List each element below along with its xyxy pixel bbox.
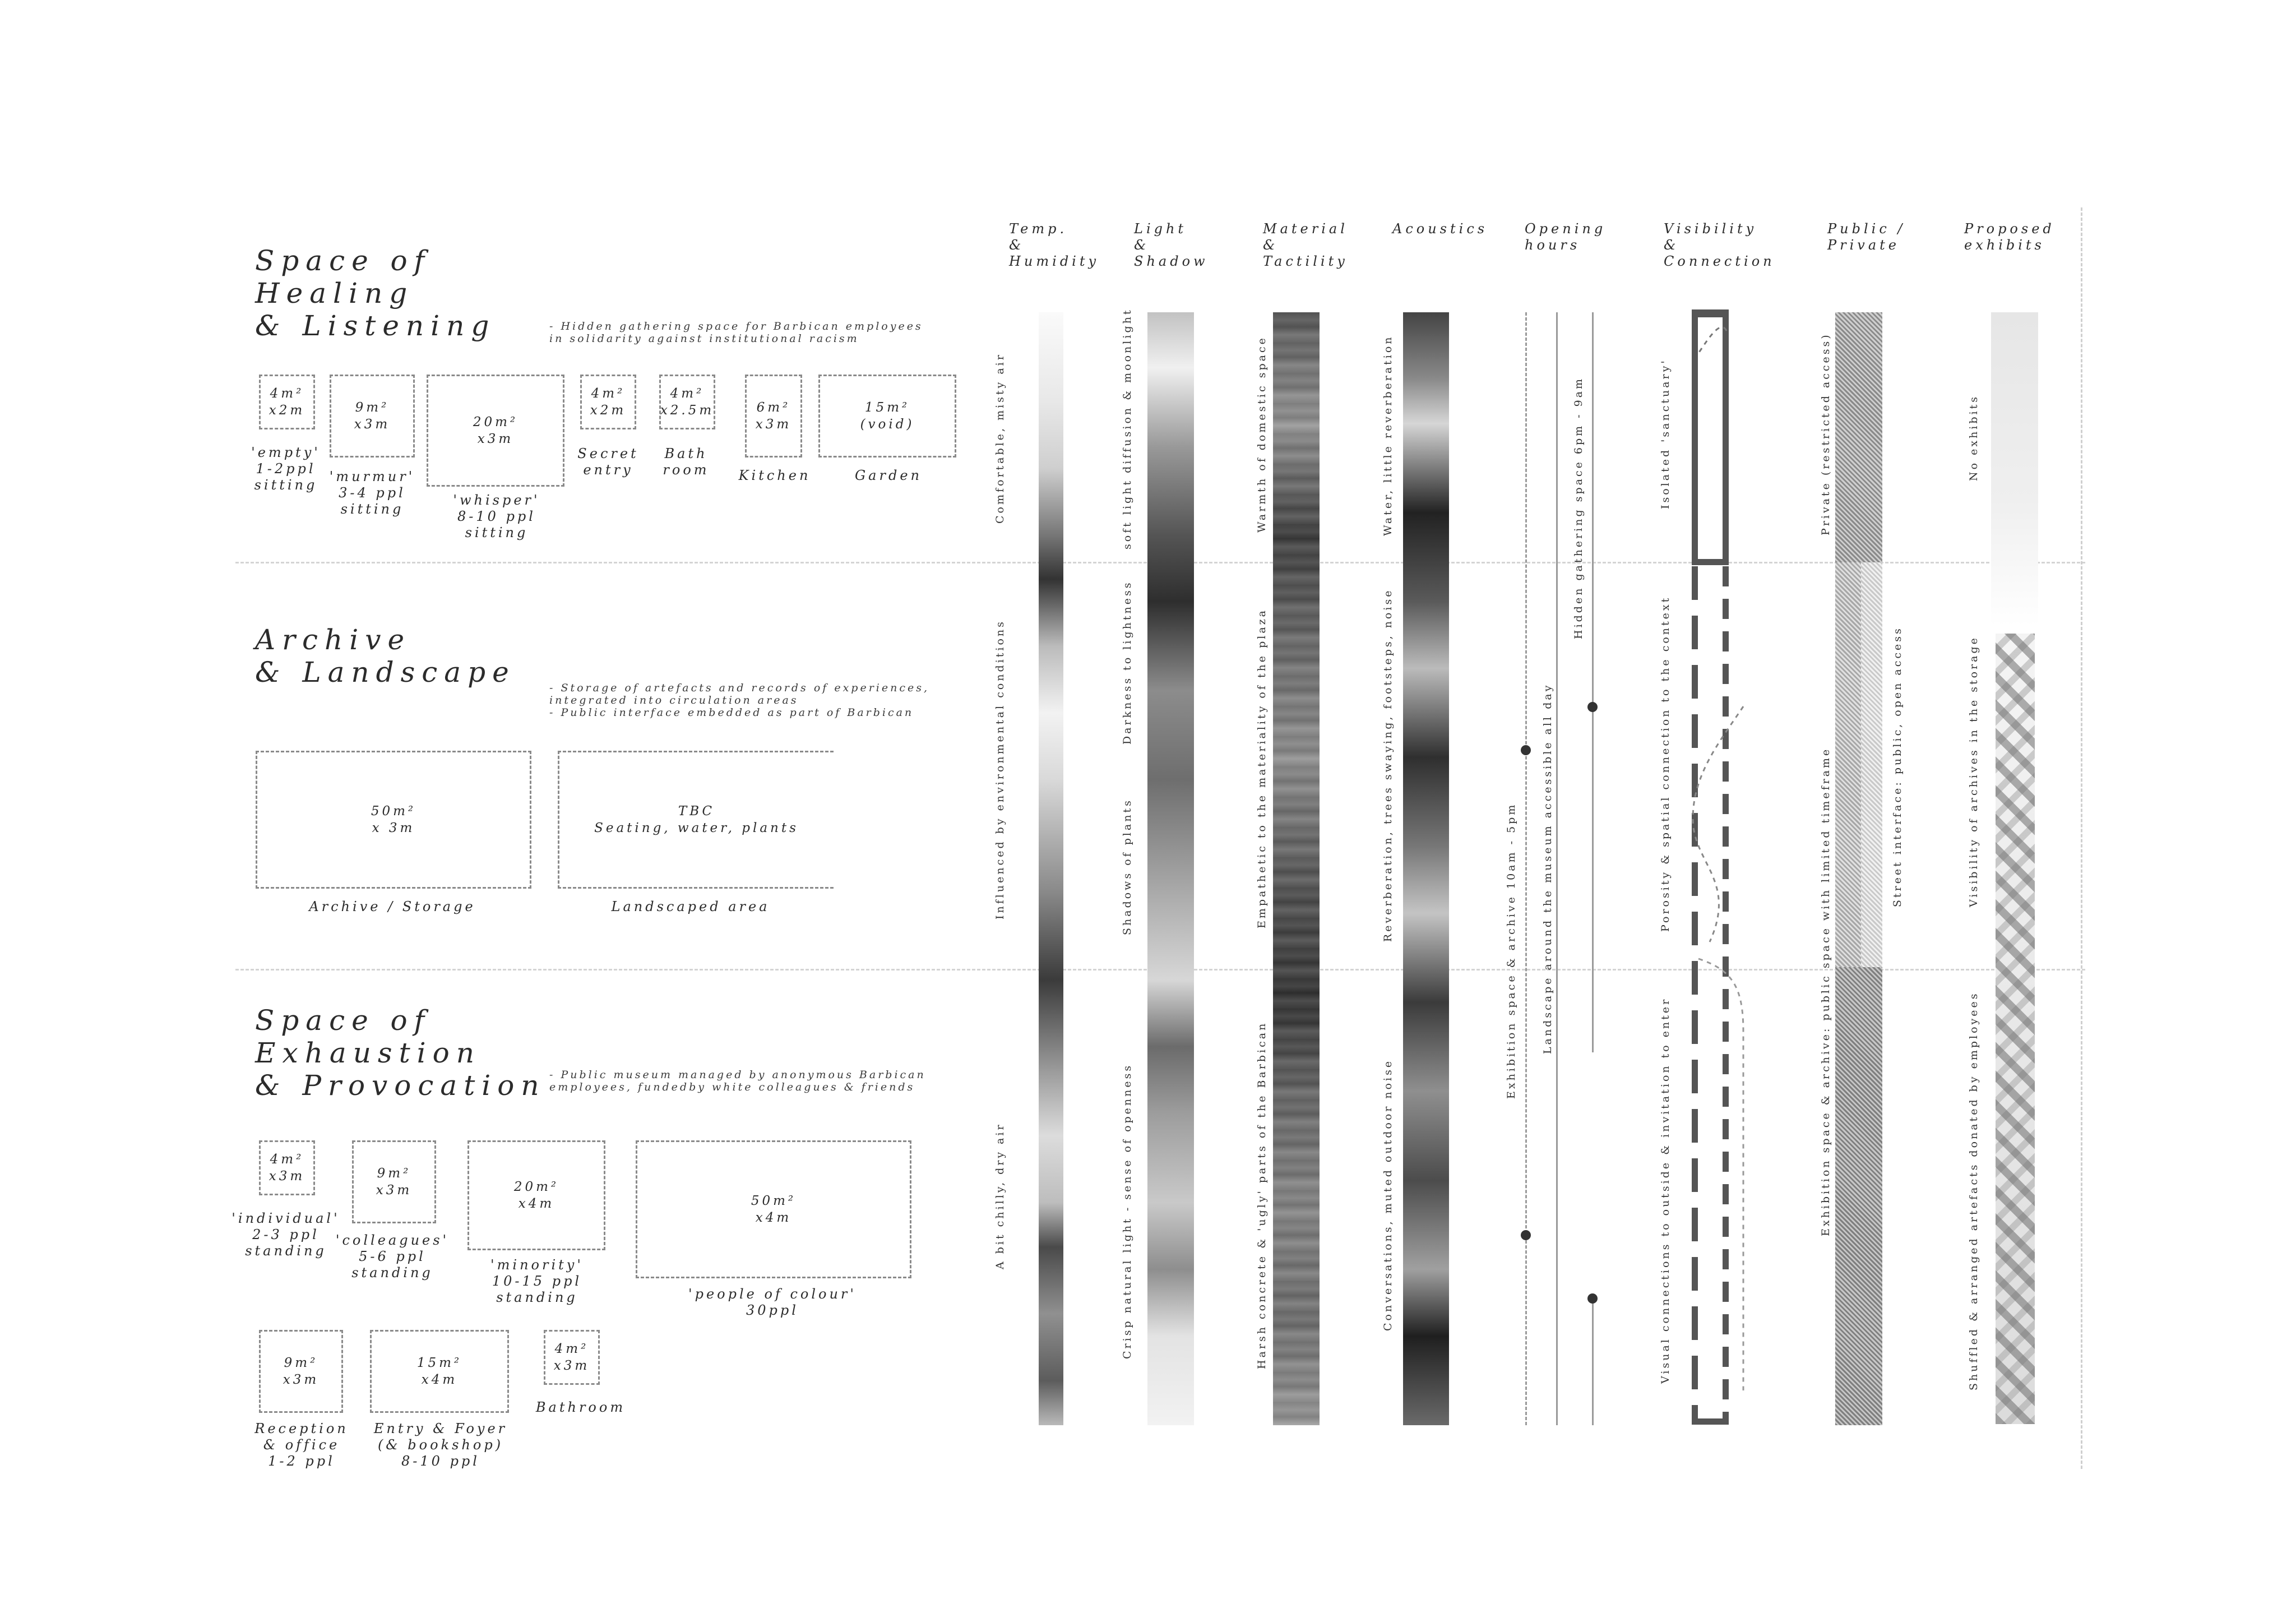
room-label-colleagues: 'colleagues' 5-6 ppl standing — [335, 1232, 450, 1281]
public-private-text-exhibition: Exhibition space & archive: public space with limited timeframe — [1820, 747, 1832, 1236]
room-entry-foyer — [370, 1330, 509, 1413]
temp-text-archive: Influenced by environmental conditions — [994, 620, 1006, 919]
room-label-people-of-colour: 'people of colour' 30ppl — [688, 1286, 857, 1318]
room-kitchen — [745, 375, 802, 458]
visibility-path-lines — [1676, 314, 1760, 1402]
section-title-healing: Space of Healing & Listening — [255, 244, 496, 342]
room-label-bathroom-museum: Bathroom — [535, 1399, 626, 1415]
room-dim: 20m² x4m — [513, 1180, 559, 1211]
public-private-text-street: Street interface: public, open access — [1891, 626, 1904, 907]
opening-hours-marker — [1587, 1293, 1598, 1304]
room-label-whisper: 'whisper' 8-10 ppl sitting — [453, 492, 540, 540]
room-bathroom-museum — [544, 1330, 600, 1385]
section-desc-archive: - Storage of artefacts and records of experiences, integrated into circulation areas - Public interface embedded as part of Barbican — [549, 682, 930, 719]
temperature-gradient-strip — [1039, 312, 1063, 1425]
room-label-murmur: 'murmur' 3-4 ppl sitting — [329, 469, 415, 517]
room-reception — [259, 1330, 343, 1413]
visibility-text-visual: Visual connections to outside & invitation to enter — [1659, 997, 1672, 1384]
acoustics-text-exhaustion: Conversations, muted outdoor noise — [1382, 1059, 1394, 1331]
material-text-exhaustion: Harsh concrete & 'ugly' parts of the Barbican — [1256, 1021, 1268, 1369]
exhibits-empty-strip — [1991, 312, 2038, 626]
opening-hours-marker — [1521, 745, 1531, 755]
room-dim: 20m² x3m — [473, 415, 519, 446]
acoustics-photo-strip — [1403, 312, 1449, 1425]
light-text-exhaustion: Crisp natural light - sense of openness — [1121, 1063, 1133, 1359]
light-text-darkness: Darkness to lightness — [1121, 580, 1133, 745]
room-dim: TBC Seating, water, plants — [594, 804, 799, 835]
opening-solid-line-2 — [1592, 312, 1594, 1052]
opening-dashed-line — [1525, 312, 1527, 1425]
col-head-public-private: Public / Private — [1827, 221, 1906, 253]
light-text-shadows: Shadows of plants — [1121, 798, 1133, 935]
room-colleagues — [352, 1140, 436, 1223]
opening-hours-marker — [1521, 1230, 1531, 1240]
light-gradient-strip — [1147, 312, 1194, 1425]
room-dim: 9m² x3m — [354, 400, 391, 432]
opening-hours-marker — [1587, 702, 1598, 712]
room-murmur — [330, 375, 415, 458]
visibility-text-sanctuary: Isolated 'sanctuary' — [1659, 358, 1672, 509]
room-dim: 15m² (void) — [860, 400, 915, 432]
section-desc-exhaustion: - Public museum managed by anonymous Barbican employees, fundedby white colleagues & friends — [549, 1069, 926, 1093]
visibility-bottom-edge — [1692, 1418, 1729, 1425]
col-head-opening-hours: Opening hours — [1525, 221, 1607, 253]
opening-text-exhibition: Exhibition space & archive 10am - 5pm — [1505, 802, 1517, 1099]
exhibition-pattern-strip — [1835, 967, 1882, 1425]
room-dim: 50m² x 3m — [371, 804, 416, 835]
street-interface-light — [1861, 562, 1882, 967]
room-label-secret-entry: Secret entry — [577, 446, 639, 478]
room-dim: 4m² x2m — [269, 386, 305, 418]
col-head-temperature: Temp. & Humidity — [1009, 221, 1100, 269]
section-title-archive: Archive & Landscape — [255, 623, 516, 688]
room-empty — [259, 375, 315, 429]
room-dim: 4m² x3m — [269, 1152, 305, 1184]
room-dim: 4m² x2.5m — [660, 386, 715, 418]
room-dim: 4m² x3m — [553, 1342, 590, 1373]
visibility-curve-bottom — [1698, 959, 1743, 1390]
material-texture-overlay — [1273, 312, 1320, 1425]
room-secret-entry — [580, 375, 636, 429]
room-whisper — [427, 375, 564, 487]
col-head-light: Light & Shadow — [1134, 221, 1209, 269]
room-minority — [467, 1140, 605, 1250]
exhibits-text-visibility: Visibility of archives in the storage — [1968, 636, 1980, 907]
room-archive-storage — [256, 751, 531, 889]
light-text-healing: soft light diffusion & moonlight — [1121, 308, 1133, 549]
room-label-minority: 'minority' 10-15 ppl standing — [490, 1257, 584, 1305]
col-head-visibility: Visibility & Connection — [1664, 221, 1775, 269]
visibility-curve-top — [1698, 327, 1726, 353]
room-garden — [818, 375, 956, 458]
opening-text-hidden-gathering: Hidden gathering space 6pm - 9am — [1572, 376, 1585, 639]
opening-text-landscape: Landscape around the museum accessible all day — [1542, 683, 1554, 1054]
room-dim: 15m² x4m — [416, 1356, 462, 1387]
room-dim: 9m² x3m — [283, 1356, 320, 1387]
room-people-of-colour — [636, 1140, 911, 1278]
material-text-healing: Warmth of domestic space — [1256, 336, 1268, 533]
public-private-text-private: Private (restricted access) — [1820, 332, 1832, 535]
room-label-landscaped-area: Landscaped area — [611, 899, 770, 914]
acoustics-text-archive: Reverberation, trees swaying, footsteps, noise — [1382, 588, 1394, 942]
visibility-text-porosity: Porosity & spatial connection to the context — [1659, 595, 1672, 932]
room-dim: 4m² x2m — [590, 386, 627, 418]
col-head-proposed-exhibits: Proposed exhibits — [1964, 221, 2055, 253]
room-dim: 50m² x4m — [751, 1194, 797, 1225]
section-desc-healing: - Hidden gathering space for Barbican employees in solidarity against institutional racism — [549, 320, 923, 345]
room-label-entry-foyer: Entry & Foyer (& bookshop) 8-10 ppl — [373, 1421, 508, 1469]
section-title-exhaustion: Space of Exhaustion & Provocation — [255, 1004, 546, 1102]
exhibits-text-none: No exhibits — [1968, 394, 1980, 481]
col-head-material: Material & Tactility — [1263, 221, 1348, 269]
material-text-archive: Empathetic to the materiality of the plaza — [1256, 608, 1268, 928]
room-dim: 9m² x3m — [376, 1166, 413, 1198]
opening-solid-line-3 — [1592, 1298, 1594, 1425]
room-bathroom-healing — [659, 375, 715, 429]
visibility-curve-middle — [1693, 706, 1743, 942]
room-dim: 6m² x3m — [755, 400, 792, 432]
exhibits-archive-pattern — [1996, 634, 2035, 1424]
room-label-individual: 'individual' 2-3 ppl standing — [232, 1210, 340, 1259]
room-label-kitchen: Kitchen — [738, 468, 811, 483]
col-head-acoustics: Acoustics — [1392, 221, 1488, 237]
temp-text-exhaustion: A bit chilly, dry air — [994, 1122, 1006, 1269]
room-individual — [259, 1140, 315, 1195]
opening-solid-line-1 — [1556, 312, 1558, 1425]
room-label-empty: 'empty' 1-2ppl sitting — [251, 445, 321, 493]
room-label-reception: Reception & office 1-2 ppl — [254, 1421, 349, 1469]
room-label-bathroom-healing: Bath room — [663, 446, 710, 478]
private-pattern-strip — [1835, 312, 1882, 562]
room-label-garden: Garden — [855, 468, 922, 483]
exhibits-text-shuffled: Shuffled & arranged artefacts donated by employees — [1968, 991, 1980, 1390]
room-label-archive-storage: Archive / Storage — [309, 899, 476, 914]
acoustics-text-healing: Water, little reverberation — [1382, 335, 1394, 536]
temp-text-healing: Comfortable, misty air — [994, 353, 1006, 524]
room-landscaped-area — [558, 751, 834, 889]
right-border-line — [2081, 207, 2082, 1469]
